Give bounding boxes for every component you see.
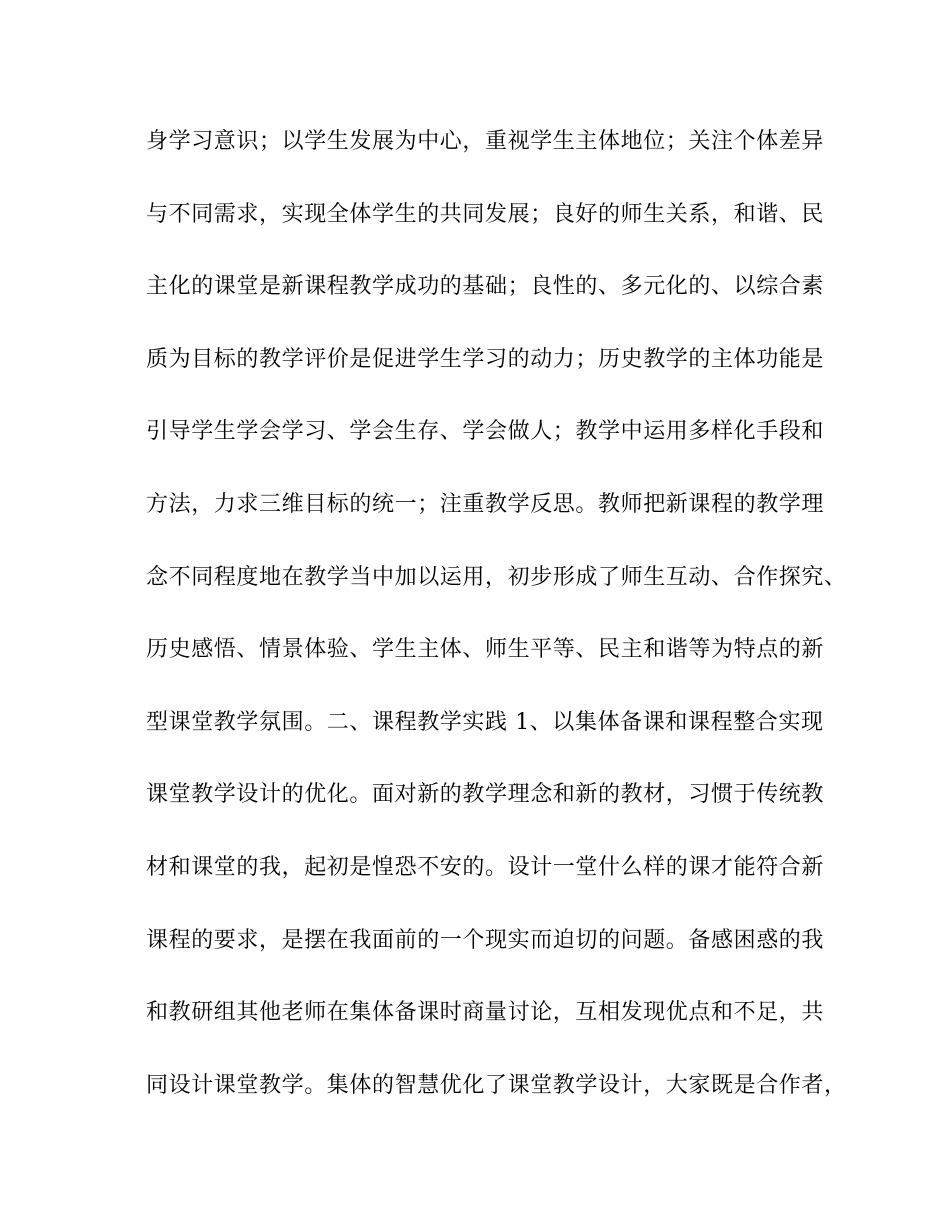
text-line: 和教研组其他老师在集体备课时商量讨论，互相发现优点和不足，共 xyxy=(146,1000,825,1026)
text-line: 与不同需求，实现全体学生的共同发展；良好的师生关系，和谐、民 xyxy=(146,201,825,227)
text-line: 材和课堂的我，起初是惶恐不安的。设计一堂什么样的课才能符合新 xyxy=(146,854,825,880)
text-line: 质为目标的教学评价是促进学生学习的动力；历史教学的主体功能是 xyxy=(146,346,825,372)
text-line: 历史感悟、情景体验、学生主体、师生平等、民主和谐等为特点的新 xyxy=(146,637,825,663)
text-line: 身学习意识；以学生发展为中心，重视学生主体地位；关注个体差异 xyxy=(146,129,825,154)
text-line: 念不同程度地在教学当中加以运用，初步形成了师生互动、合作探究、 xyxy=(146,564,847,590)
text-line: 引导学生学会学习、学会生存、学会做人；教学中运用多样化手段和 xyxy=(146,419,825,445)
text-line: 同设计课堂教学。集体的智慧优化了课堂教学设计，大家既是合作者， xyxy=(146,1072,847,1098)
text-line: 课堂教学设计的优化。面对新的教学理念和新的教材，习惯于传统教 xyxy=(146,782,825,808)
text-line: 型课堂教学氛围。二、课程教学实践 1、以集体备课和课程整合实现 xyxy=(146,709,824,735)
text-line: 方法，力求三维目标的统一；注重教学反思。教师把新课程的教学理 xyxy=(146,491,825,517)
text-line: 课程的要求，是摆在我面前的一个现实而迫切的问题。备感困惑的我 xyxy=(146,927,825,953)
text-line: 主化的课堂是新课程教学成功的基础；良性的、多元化的、以综合素 xyxy=(146,274,825,300)
body-text xyxy=(146,120,847,1136)
